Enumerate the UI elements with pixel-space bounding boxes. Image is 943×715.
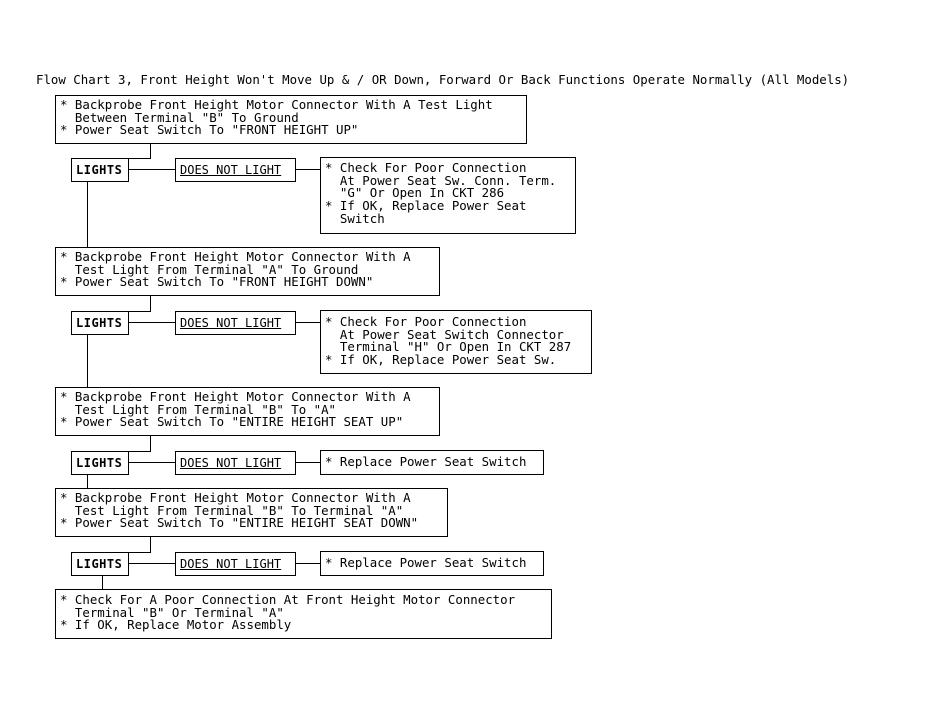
connector [102,576,103,589]
lights-label-3: LIGHTS [76,456,123,470]
connector [87,335,88,387]
fail-text-3: * Replace Power Seat Switch [325,454,527,469]
lights-label-1: LIGHTS [76,163,123,177]
connector [150,296,151,311]
test-text-4: * Backprobe Front Height Motor Connector With A Test Light From Terminal "B" To Terminal "A" * Power Seat Switch To "ENTIRE HEIGHT SEAT DOWN" [60,490,419,531]
connector [296,462,320,463]
connector [150,436,151,451]
connector [129,322,175,323]
test-text-3: * Backprobe Front Height Motor Connector With A Test Light From Terminal "B" To "A" * Power Seat Switch To "ENTIRE HEIGHT SEAT UP" [60,389,411,430]
connector [129,563,175,564]
fail-text-4: * Replace Power Seat Switch [325,555,527,570]
lights-label-4: LIGHTS [76,557,123,571]
test-text-1: * Backprobe Front Height Motor Connector With A Test Light Between Terminal "B" To Ground * Power Seat Switch To "FRONT HEIGHT UP" [60,97,493,138]
connector [150,144,151,158]
fail-text-1: * Check For Poor Connection At Power Seat Sw. Conn. Term. "G" Or Open In CKT 286 * If OK, Replace Power Seat Switch [325,160,557,226]
connector [150,537,151,552]
connector [296,169,320,170]
test-text-2: * Backprobe Front Height Motor Connector With A Test Light From Terminal "A" To Ground * Power Seat Switch To "FRONT HEIGHT DOWN" [60,249,411,290]
connector [296,322,320,323]
connector [87,182,88,247]
lights-label-2: LIGHTS [76,316,123,330]
does-not-light-label-2: DOES NOT LIGHT [180,316,282,330]
final-text: * Check For A Poor Connection At Front Height Motor Connector Terminal "B" Or Terminal "A" * If OK, Replace Motor Assembly [60,592,516,633]
does-not-light-label-3: DOES NOT LIGHT [180,456,282,470]
chart-title: Flow Chart 3, Front Height Won't Move Up & / OR Down, Forward Or Back Functions Operate Normally (All Models) [36,72,850,87]
connector [129,462,175,463]
does-not-light-label-4: DOES NOT LIGHT [180,557,282,571]
connector [87,475,88,488]
fail-text-2: * Check For Poor Connection At Power Seat Switch Connector Terminal "H" Or Open In CKT 287 * If OK, Replace Power Seat Sw. [325,314,572,368]
does-not-light-label-1: DOES NOT LIGHT [180,163,282,177]
connector [296,563,320,564]
connector [129,169,175,170]
